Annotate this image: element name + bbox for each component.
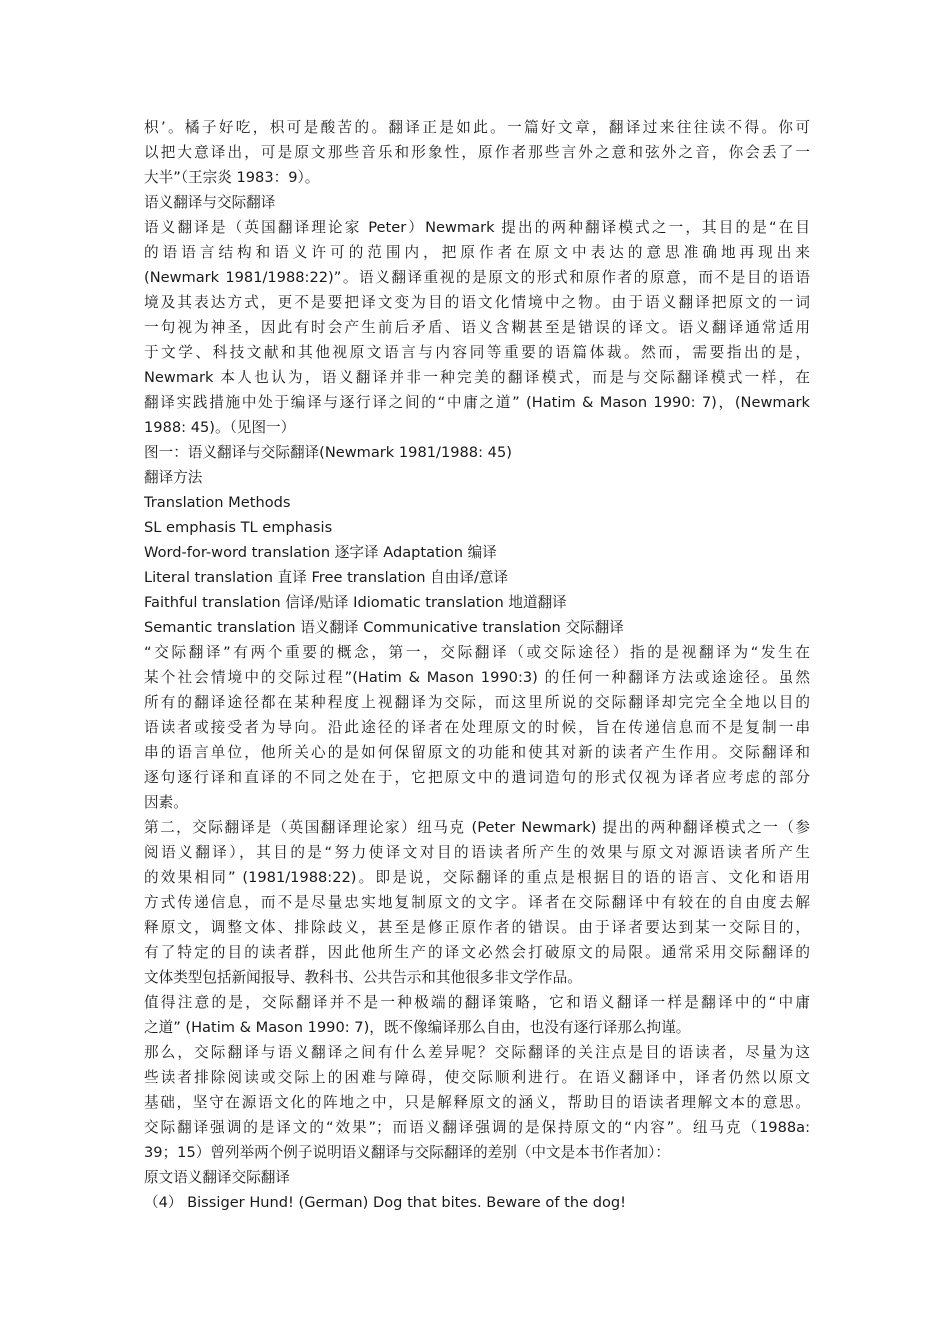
text-line: 于文学、科技文献和其他视原文语言与内容同等重要的语篇体裁。然而，需要指出的是， — [144, 344, 810, 361]
text-line: 阅语义翻译），其目的是“努力使译文对目的语读者所产生的效果与原文对源语读者所产生 — [144, 844, 810, 861]
text-line: 语读者或接受者为导向。沿此途径的译者在处理原文的时候，旨在传递信息而不是复制一串 — [144, 719, 810, 736]
figure-line: Literal translation 直译 Free translation 自由译/意译 — [144, 569, 509, 586]
text-line: 一句视为神圣，因此有时会产生前后矛盾、语义含糊甚至是错误的译文。语义翻译通常适用 — [144, 319, 810, 336]
text-line: 有了特定的目的读者群，因此他所生产的译文必然会打破原文的局限。通常采用交际翻译的 — [144, 944, 810, 961]
figure-line: Faithful translation 信译/贴译 Idiomatic translation 地道翻译 — [144, 594, 567, 611]
figure-line: 翻译方法 — [144, 469, 203, 486]
figure-line: Word-for-word translation 逐字译 Adaptation 编译 — [144, 544, 497, 561]
text-line: 大半”（王宗炎 1983：9）。 — [144, 169, 320, 186]
text-line: 那么，交际翻译与语义翻译之间有什么差异呢？交际翻译的关注点是目的语读者，尽量为这 — [144, 1044, 810, 1061]
example-line: （4） Bissiger Hund! (German) Dog that bites. Beware of the dog! — [144, 1194, 627, 1211]
text-line: 值得注意的是，交际翻译并不是一种极端的翻译策略，它和语义翻译一样是翻译中的“中庸 — [144, 994, 810, 1011]
text-line: 枳’。橘子好吃，枳可是酸苦的。翻译正是如此。一篇好文章，翻译过来往往读不得。你可 — [144, 119, 810, 136]
text-line: Newmark 本人也认为，语义翻译并非一种完美的翻译模式，而是与交际翻译模式一样，在 — [144, 369, 810, 386]
text-line: 方式传递信息，而不是尽量忠实地复制原文的文字。译者在交际翻译中有较在的自由度去解 — [144, 894, 810, 911]
text-line: 因素。 — [144, 794, 188, 811]
figure-line: SL emphasis TL emphasis — [144, 519, 333, 536]
body-text — [144, 115, 810, 1215]
figure-line: Semantic translation 语义翻译 Communicative translation 交际翻译 — [144, 619, 624, 636]
text-line: 释原文，调整文体、排除歧义，甚至是修正原作者的错误。由于译者要达到某一交际目的， — [144, 919, 810, 936]
text-line: 翻译实践措施中处于编译与逐行译之间的“中庸之道” (Hatim & Mason 1990: 7)，(Newmark — [144, 394, 810, 411]
text-line: 境及其表达方式，更不是要把译文变为目的语文化情境中之物。由于语义翻译把原文的一词 — [144, 294, 810, 311]
section-heading: 语义翻译与交际翻译 — [144, 194, 276, 211]
text-line: (Newmark 1981/1988:22)”。语义翻译重视的是原文的形式和原作者的原意，而不是目的语语 — [144, 269, 810, 286]
text-line: “交际翻译”有两个重要的概念，第一，交际翻译（或交际途径）指的是视翻译为“发生在 — [144, 644, 810, 661]
text-line: 1988: 45)。（见图一） — [144, 419, 296, 436]
text-line: 第二，交际翻译是（英国翻译理论家）纽马克 (Peter Newmark) 提出的两种翻译模式之一（参 — [144, 819, 810, 836]
text-line: 39；15）曾列举两个例子说明语义翻译与交际翻译的差别（中文是本书作者加）： — [144, 1144, 671, 1161]
text-line: 基础，坚守在源语文化的阵地之中，只是解释原文的涵义，帮助目的语读者理解文本的意思。 — [144, 1094, 810, 1111]
text-line: 逐句逐行译和直译的不同之处在于，它把原文中的遣词造句的形式仅视为译者应考虑的部分 — [144, 769, 810, 786]
text-line: 某个社会情境中的交际过程”(Hatim & Mason 1990:3) 的任何一种翻译方法或途途径。虽然 — [144, 669, 810, 686]
table-header-line: 原文语义翻译交际翻译 — [144, 1169, 290, 1186]
text-line: 的效果相同” (1981/1988:22)。即是说，交际翻译的重点是根据目的语的语言、文化和语用 — [144, 869, 810, 886]
text-line: 串的语言单位，他所关心的是如何保留原文的功能和使其对新的读者产生作用。交际翻译和 — [144, 744, 810, 761]
text-line: 文体类型包括新闻报导、教科书、公共告示和其他很多非文学作品。 — [144, 969, 582, 986]
figure-line: Translation Methods — [144, 494, 291, 511]
text-line: 之道” (Hatim & Mason 1990: 7)，既不像编译那么自由，也没有逐行译那么拘谨。 — [144, 1019, 691, 1036]
figure-caption: 图一：语义翻译与交际翻译(Newmark 1981/1988: 45) — [144, 444, 512, 461]
text-line: 以把大意译出，可是原文那些音乐和形象性，原作者那些言外之意和弦外之音，你会丢了一 — [144, 144, 810, 161]
text-line: 语义翻译是（英国翻译理论家 Peter）Newmark 提出的两种翻译模式之一，其目的是“在目 — [144, 219, 810, 236]
text-line: 的语语言结构和语义许可的范围内，把原作者在原文中表达的意思准确地再现出来 — [144, 244, 810, 261]
text-line: 些读者排除阅读或交际上的困难与障碍，使交际顺利进行。在语义翻译中，译者仍然以原文 — [144, 1069, 810, 1086]
text-line: 所有的翻译途径都在某种程度上视翻译为交际，而这里所说的交际翻译却完完全全地以目的 — [144, 694, 810, 711]
text-line: 交际翻译强调的是译文的“效果”；而语义翻译强调的是保持原文的“内容”。纽马克（1988a: — [144, 1119, 810, 1136]
